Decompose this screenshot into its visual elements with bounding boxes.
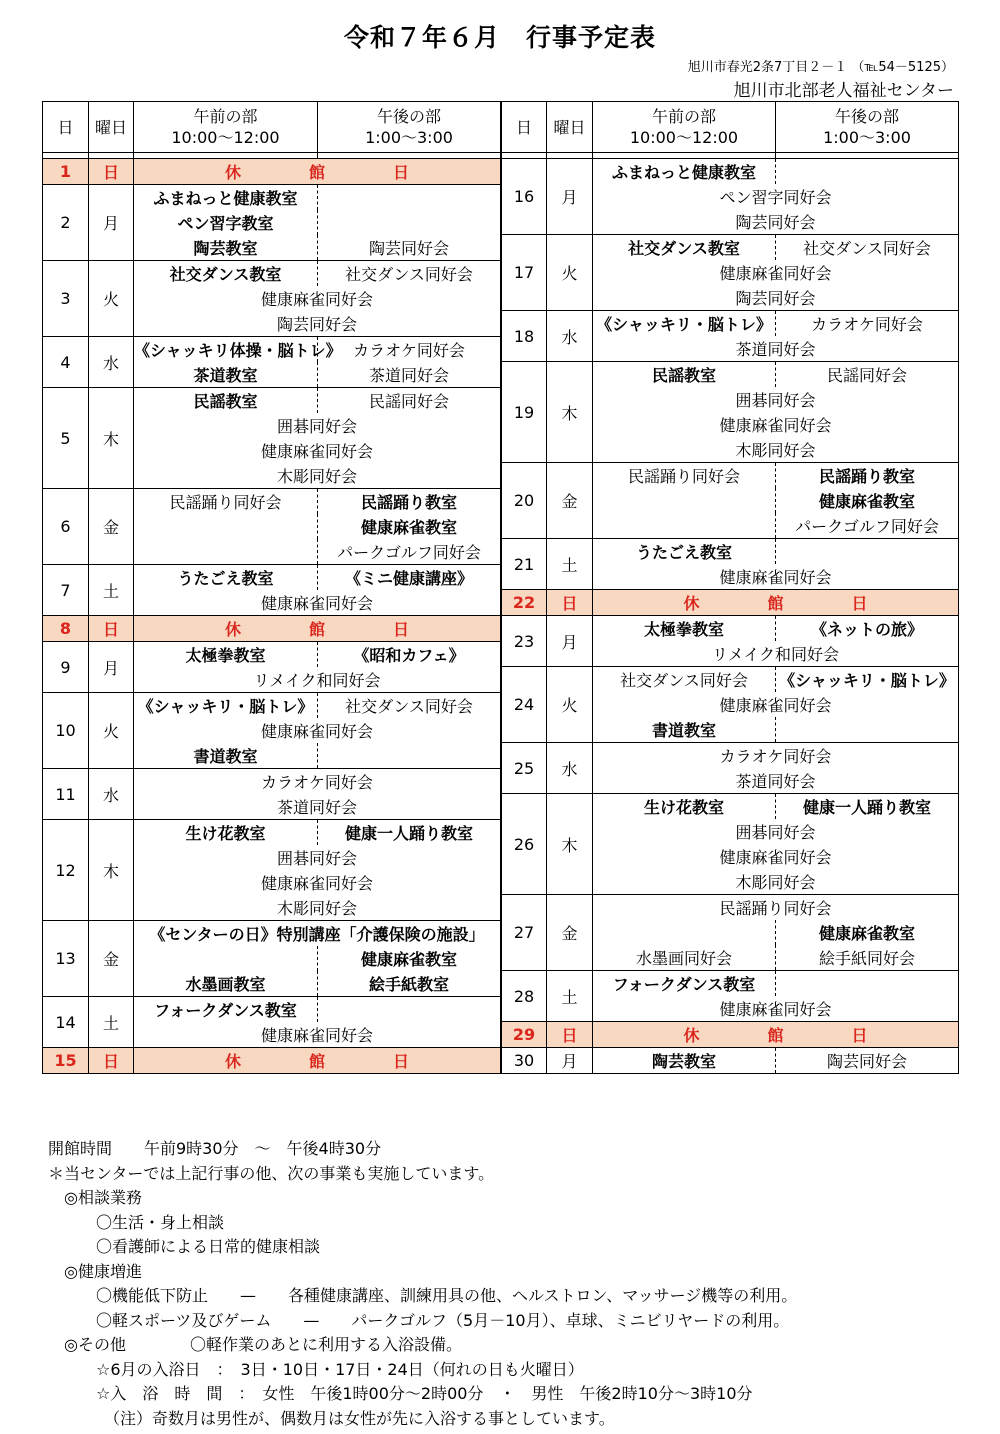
day-number: 22: [502, 590, 547, 616]
event-all-day: 囲碁同好会: [593, 387, 959, 412]
weekday: 水: [89, 769, 134, 820]
weekday: 火: [547, 667, 593, 743]
day-number: 14: [43, 997, 89, 1048]
event-pm: 健康一人踊り教室: [776, 794, 959, 820]
weekday: 土: [89, 997, 134, 1048]
event-pm: 健康麻雀教室: [776, 920, 959, 945]
weekday: 水: [89, 337, 134, 388]
day-number: 2: [43, 185, 89, 261]
weekday: 木: [89, 388, 134, 489]
day-number: 21: [502, 539, 547, 590]
header-weekday: 曜日: [89, 102, 134, 153]
event-pm: 絵手紙同好会: [776, 945, 959, 971]
schedule-row: [502, 311, 959, 337]
weekday: 木: [89, 820, 134, 921]
event-pm: 民謡踊り教室: [318, 489, 501, 515]
schedule-row: [43, 642, 501, 668]
event-am: ふまねっと健康教室: [134, 185, 318, 211]
day-number: 18: [502, 311, 547, 362]
header-row: [43, 102, 501, 153]
event-am: 陶芸教室: [134, 235, 318, 261]
event-all-day: 健康麻雀同好会: [593, 844, 959, 869]
footer-notes: [48, 1137, 797, 1431]
schedule-row: [502, 1048, 959, 1074]
weekday: 日: [547, 1022, 593, 1048]
schedule-row: [502, 159, 959, 185]
event-all-day: 陶芸同好会: [593, 285, 959, 311]
day-number: 17: [502, 235, 547, 311]
footer-line: 開館時間 午前9時30分 ～ 午後4時30分: [48, 1139, 382, 1158]
event-am: 書道教室: [593, 717, 776, 743]
schedule-row: [43, 769, 501, 795]
event-all-day: 健康麻雀同好会: [593, 692, 959, 717]
weekday: 日: [89, 1048, 134, 1074]
event-all-day: 民謡踊り同好会: [593, 895, 959, 921]
schedule-table-right: [501, 101, 959, 1074]
event-am: 陶芸教室: [593, 1048, 776, 1074]
day-number: 28: [502, 971, 547, 1022]
event-am: 社交ダンス教室: [134, 261, 318, 287]
schedule-row: [43, 185, 501, 211]
weekday: 日: [89, 159, 134, 185]
event-am: [593, 513, 776, 539]
event-all-day: リメイク和同好会: [593, 641, 959, 667]
event-all-day: 陶芸同好会: [134, 311, 501, 337]
event-am: うたごえ教室: [134, 565, 318, 591]
day-number: 19: [502, 362, 547, 463]
closed-label: 休 館 日: [134, 616, 501, 642]
day-number: 15: [43, 1048, 89, 1074]
schedule-row: [502, 362, 959, 388]
event-pm: 健康一人踊り教室: [318, 820, 501, 846]
footer-line: （注）奇数月は男性が、偶数月は女性が先に入浴する事としています。: [48, 1408, 615, 1428]
weekday: 金: [547, 463, 593, 539]
footer-line: ◎その他 〇軽作業のあとに利用する入浴設備。: [48, 1335, 462, 1354]
event-pm: 健康麻雀教室: [318, 946, 501, 971]
address: 旭川市春光2条7丁目２－１ （℡54－5125）: [687, 60, 954, 75]
weekday: 金: [89, 921, 134, 997]
event-pm: パークゴルフ同好会: [318, 539, 501, 565]
schedule-row: [43, 820, 501, 846]
page-title: 令和７年６月 行事予定表: [343, 23, 656, 52]
event-am: フォークダンス教室: [593, 971, 776, 997]
event-pm: 陶芸同好会: [776, 1048, 959, 1074]
event-am: [593, 488, 776, 513]
day-number: 9: [43, 642, 89, 693]
footer-line: 〇軽スポーツ及びゲーム — パークゴルフ（5月－10月）、卓球、ミニビリヤードの利用。: [48, 1310, 790, 1330]
event-pm: 《昭和カフェ》: [318, 642, 501, 668]
schedule-row: [502, 794, 959, 820]
footer-line: ＊当センターでは上記行事の他、次の事業も実施しています。: [48, 1163, 495, 1183]
schedule-row: [43, 388, 501, 414]
day-number: 6: [43, 489, 89, 565]
event-all-day: 健康麻雀同好会: [593, 260, 959, 285]
event-all-day: 木彫同好会: [134, 463, 501, 489]
event-am: 水墨画教室: [134, 971, 318, 997]
event-am: フォークダンス教室: [134, 997, 318, 1023]
event-pm: 健康麻雀教室: [776, 488, 959, 513]
event-pm: 民謡踊り教室: [776, 463, 959, 489]
weekday: 木: [547, 362, 593, 463]
header-row: [502, 102, 959, 153]
event-pm: [318, 997, 501, 1023]
weekday: 月: [89, 185, 134, 261]
event-pm: [318, 210, 501, 235]
event-pm: 健康麻雀教室: [318, 514, 501, 539]
event-all-day: カラオケ同好会: [134, 769, 501, 795]
event-am: [593, 920, 776, 945]
schedule-row: [43, 565, 501, 591]
event-am: [134, 539, 318, 565]
event-am: [134, 514, 318, 539]
event-am: 《シャッキリ・脳トレ》: [593, 311, 776, 337]
event-am: 民謡教室: [134, 388, 318, 414]
header-pm-label: 午後の部: [834, 107, 899, 126]
closed-day-row: [502, 1022, 959, 1048]
event-pm: [318, 185, 501, 211]
header-am-time: 10:00～12:00: [171, 128, 280, 147]
event-pm: 《ネットの旅》: [776, 616, 959, 642]
weekday: 月: [547, 1048, 593, 1074]
header-pm: [318, 102, 501, 153]
day-number: 8: [43, 616, 89, 642]
event-all-day: 茶道同好会: [593, 768, 959, 794]
day-number: 26: [502, 794, 547, 895]
event-all-day: リメイク和同好会: [134, 667, 501, 693]
header-pm: [776, 102, 959, 153]
event-am: 茶道教室: [134, 362, 318, 388]
day-number: 13: [43, 921, 89, 997]
event-all-day: 健康麻雀同好会: [134, 590, 501, 616]
event-pm: 社交ダンス同好会: [776, 235, 959, 261]
weekday: 月: [89, 642, 134, 693]
day-number: 7: [43, 565, 89, 616]
event-am: 生け花教室: [593, 794, 776, 820]
footer-line: 〇看護師による日常的健康相談: [48, 1237, 321, 1256]
event-all-day: 健康麻雀同好会: [134, 870, 501, 895]
event-pm: [318, 743, 501, 769]
schedule-row: [43, 693, 501, 719]
event-all-day: カラオケ同好会: [593, 743, 959, 769]
organization-name: 旭川市北部老人福祉センター: [733, 81, 954, 101]
closed-label: 休 館 日: [134, 1048, 501, 1074]
weekday: 火: [89, 693, 134, 769]
header-weekday: 曜日: [547, 102, 593, 153]
header-day: 日: [43, 102, 89, 153]
schedule-row: [43, 337, 501, 363]
event-all-day: 《センターの日》特別講座「介護保険の施設」: [134, 921, 501, 947]
event-am: 民謡踊り同好会: [134, 489, 318, 515]
closed-day-row: [43, 159, 501, 185]
event-pm: 社交ダンス同好会: [318, 261, 501, 287]
day-number: 16: [502, 159, 547, 235]
event-pm: [776, 717, 959, 743]
event-all-day: 健康麻雀同好会: [593, 996, 959, 1022]
event-am: 民謡教室: [593, 362, 776, 388]
day-number: 5: [43, 388, 89, 489]
weekday: 土: [547, 971, 593, 1022]
day-number: 23: [502, 616, 547, 667]
header-am-label: 午前の部: [651, 107, 716, 126]
schedule-row: [502, 235, 959, 261]
schedule-row: [502, 743, 959, 769]
weekday: 日: [89, 616, 134, 642]
event-pm: [776, 539, 959, 565]
header-pm-time: 1:00～3:00: [365, 128, 453, 147]
event-all-day: 健康麻雀同好会: [134, 1022, 501, 1048]
header-pm-time: 1:00～3:00: [823, 128, 911, 147]
event-pm: 茶道同好会: [318, 362, 501, 388]
schedule-row: [43, 997, 501, 1023]
weekday: 金: [547, 895, 593, 971]
footer-line: 〇機能低下防止 — 各種健康講座、訓練用具の他、ヘルストロン、マッサージ機等の利用。: [48, 1286, 798, 1305]
event-am: ペン習字教室: [134, 210, 318, 235]
day-number: 10: [43, 693, 89, 769]
event-am: 社交ダンス同好会: [593, 667, 776, 693]
weekday: 日: [547, 590, 593, 616]
footer-line: ☆入 浴 時 間 ： 女性 午後1時00分～2時00分 ・ 男性 午後2時10分～3時10分: [48, 1384, 753, 1403]
event-am: 太極拳教室: [134, 642, 318, 668]
schedule-row: [502, 463, 959, 489]
event-pm: [776, 971, 959, 997]
schedule-table-left: [42, 101, 501, 1074]
header-am-time: 10:00～12:00: [629, 128, 739, 147]
event-pm: [776, 159, 959, 185]
weekday: 木: [547, 794, 593, 895]
event-all-day: 健康麻雀同好会: [134, 438, 501, 463]
event-all-day: 囲碁同好会: [134, 413, 501, 438]
closed-day-row: [502, 590, 959, 616]
event-pm: 《ミニ健康講座》: [318, 565, 501, 591]
event-all-day: 健康麻雀同好会: [134, 718, 501, 743]
event-all-day: 陶芸同好会: [593, 209, 959, 235]
event-am: 水墨画同好会: [593, 945, 776, 971]
weekday: 金: [89, 489, 134, 565]
event-pm: 《シャッキリ・脳トレ》: [776, 667, 959, 693]
day-number: 3: [43, 261, 89, 337]
event-pm: パークゴルフ同好会: [776, 513, 959, 539]
footer-line: ◎健康増進: [48, 1261, 142, 1281]
event-am: 太極拳教室: [593, 616, 776, 642]
closed-day-row: [43, 1048, 501, 1074]
header-am: [593, 102, 776, 153]
event-am: 《シャッキリ体操・脳トレ》: [134, 337, 318, 363]
event-pm: 民謡同好会: [318, 388, 501, 414]
schedule-row: [502, 971, 959, 997]
day-number: 27: [502, 895, 547, 971]
closed-label: 休 館 日: [134, 159, 501, 185]
event-all-day: 囲碁同好会: [134, 845, 501, 870]
schedule-row: [43, 261, 501, 287]
day-number: 4: [43, 337, 89, 388]
weekday: 火: [547, 235, 593, 311]
day-number: 11: [43, 769, 89, 820]
day-number: 12: [43, 820, 89, 921]
event-all-day: ペン習字同好会: [593, 184, 959, 209]
schedule-row: [502, 895, 959, 921]
header-am-label: 午前の部: [193, 107, 258, 126]
day-number: 24: [502, 667, 547, 743]
weekday: 月: [547, 616, 593, 667]
day-number: 29: [502, 1022, 547, 1048]
event-all-day: 木彫同好会: [593, 869, 959, 895]
event-am: 書道教室: [134, 743, 318, 769]
event-pm: カラオケ同好会: [776, 311, 959, 337]
day-number: 20: [502, 463, 547, 539]
schedule-row: [43, 489, 501, 515]
header-pm-label: 午後の部: [376, 107, 441, 126]
footer-line: 〇生活・身上相談: [48, 1212, 225, 1232]
closed-day-row: [43, 616, 501, 642]
closed-label: 休 館 日: [593, 1022, 959, 1048]
event-all-day: 健康麻雀同好会: [134, 286, 501, 311]
event-am: 《シャッキリ・脳トレ》: [134, 693, 318, 719]
event-pm: 社交ダンス同好会: [318, 693, 501, 719]
weekday: 月: [547, 159, 593, 235]
header-am: [134, 102, 318, 153]
day-number: 30: [502, 1048, 547, 1074]
event-am: うたごえ教室: [593, 539, 776, 565]
event-all-day: 茶道同好会: [593, 336, 959, 362]
event-pm: 民謡同好会: [776, 362, 959, 388]
event-all-day: 健康麻雀同好会: [593, 564, 959, 590]
weekday: 水: [547, 311, 593, 362]
event-pm: 絵手紙教室: [318, 971, 501, 997]
closed-label: 休 館 日: [593, 590, 959, 616]
weekday: 土: [89, 565, 134, 616]
day-number: 1: [43, 159, 89, 185]
event-all-day: 木彫同好会: [593, 437, 959, 463]
schedule-row: [502, 616, 959, 642]
schedule-row: [43, 921, 501, 947]
event-am: ふまねっと健康教室: [593, 159, 776, 185]
event-all-day: 囲碁同好会: [593, 819, 959, 844]
event-all-day: 木彫同好会: [134, 895, 501, 921]
event-pm: 陶芸同好会: [318, 235, 501, 261]
weekday: 土: [547, 539, 593, 590]
schedule-row: [502, 667, 959, 693]
footer-line: ☆6月の入浴日 ： 3日・10日・17日・24日（何れの日も火曜日）: [48, 1359, 584, 1379]
weekday: 火: [89, 261, 134, 337]
event-am: 生け花教室: [134, 820, 318, 846]
event-am: 社交ダンス教室: [593, 235, 776, 261]
day-number: 25: [502, 743, 547, 794]
event-am: 民謡踊り同好会: [593, 463, 776, 489]
event-am: [134, 946, 318, 971]
event-all-day: 茶道同好会: [134, 794, 501, 820]
weekday: 水: [547, 743, 593, 794]
footer-line: ◎相談業務: [48, 1188, 142, 1207]
event-pm: カラオケ同好会: [318, 337, 501, 363]
schedule-row: [502, 539, 959, 565]
header-day: 日: [502, 102, 547, 153]
event-all-day: 健康麻雀同好会: [593, 412, 959, 437]
